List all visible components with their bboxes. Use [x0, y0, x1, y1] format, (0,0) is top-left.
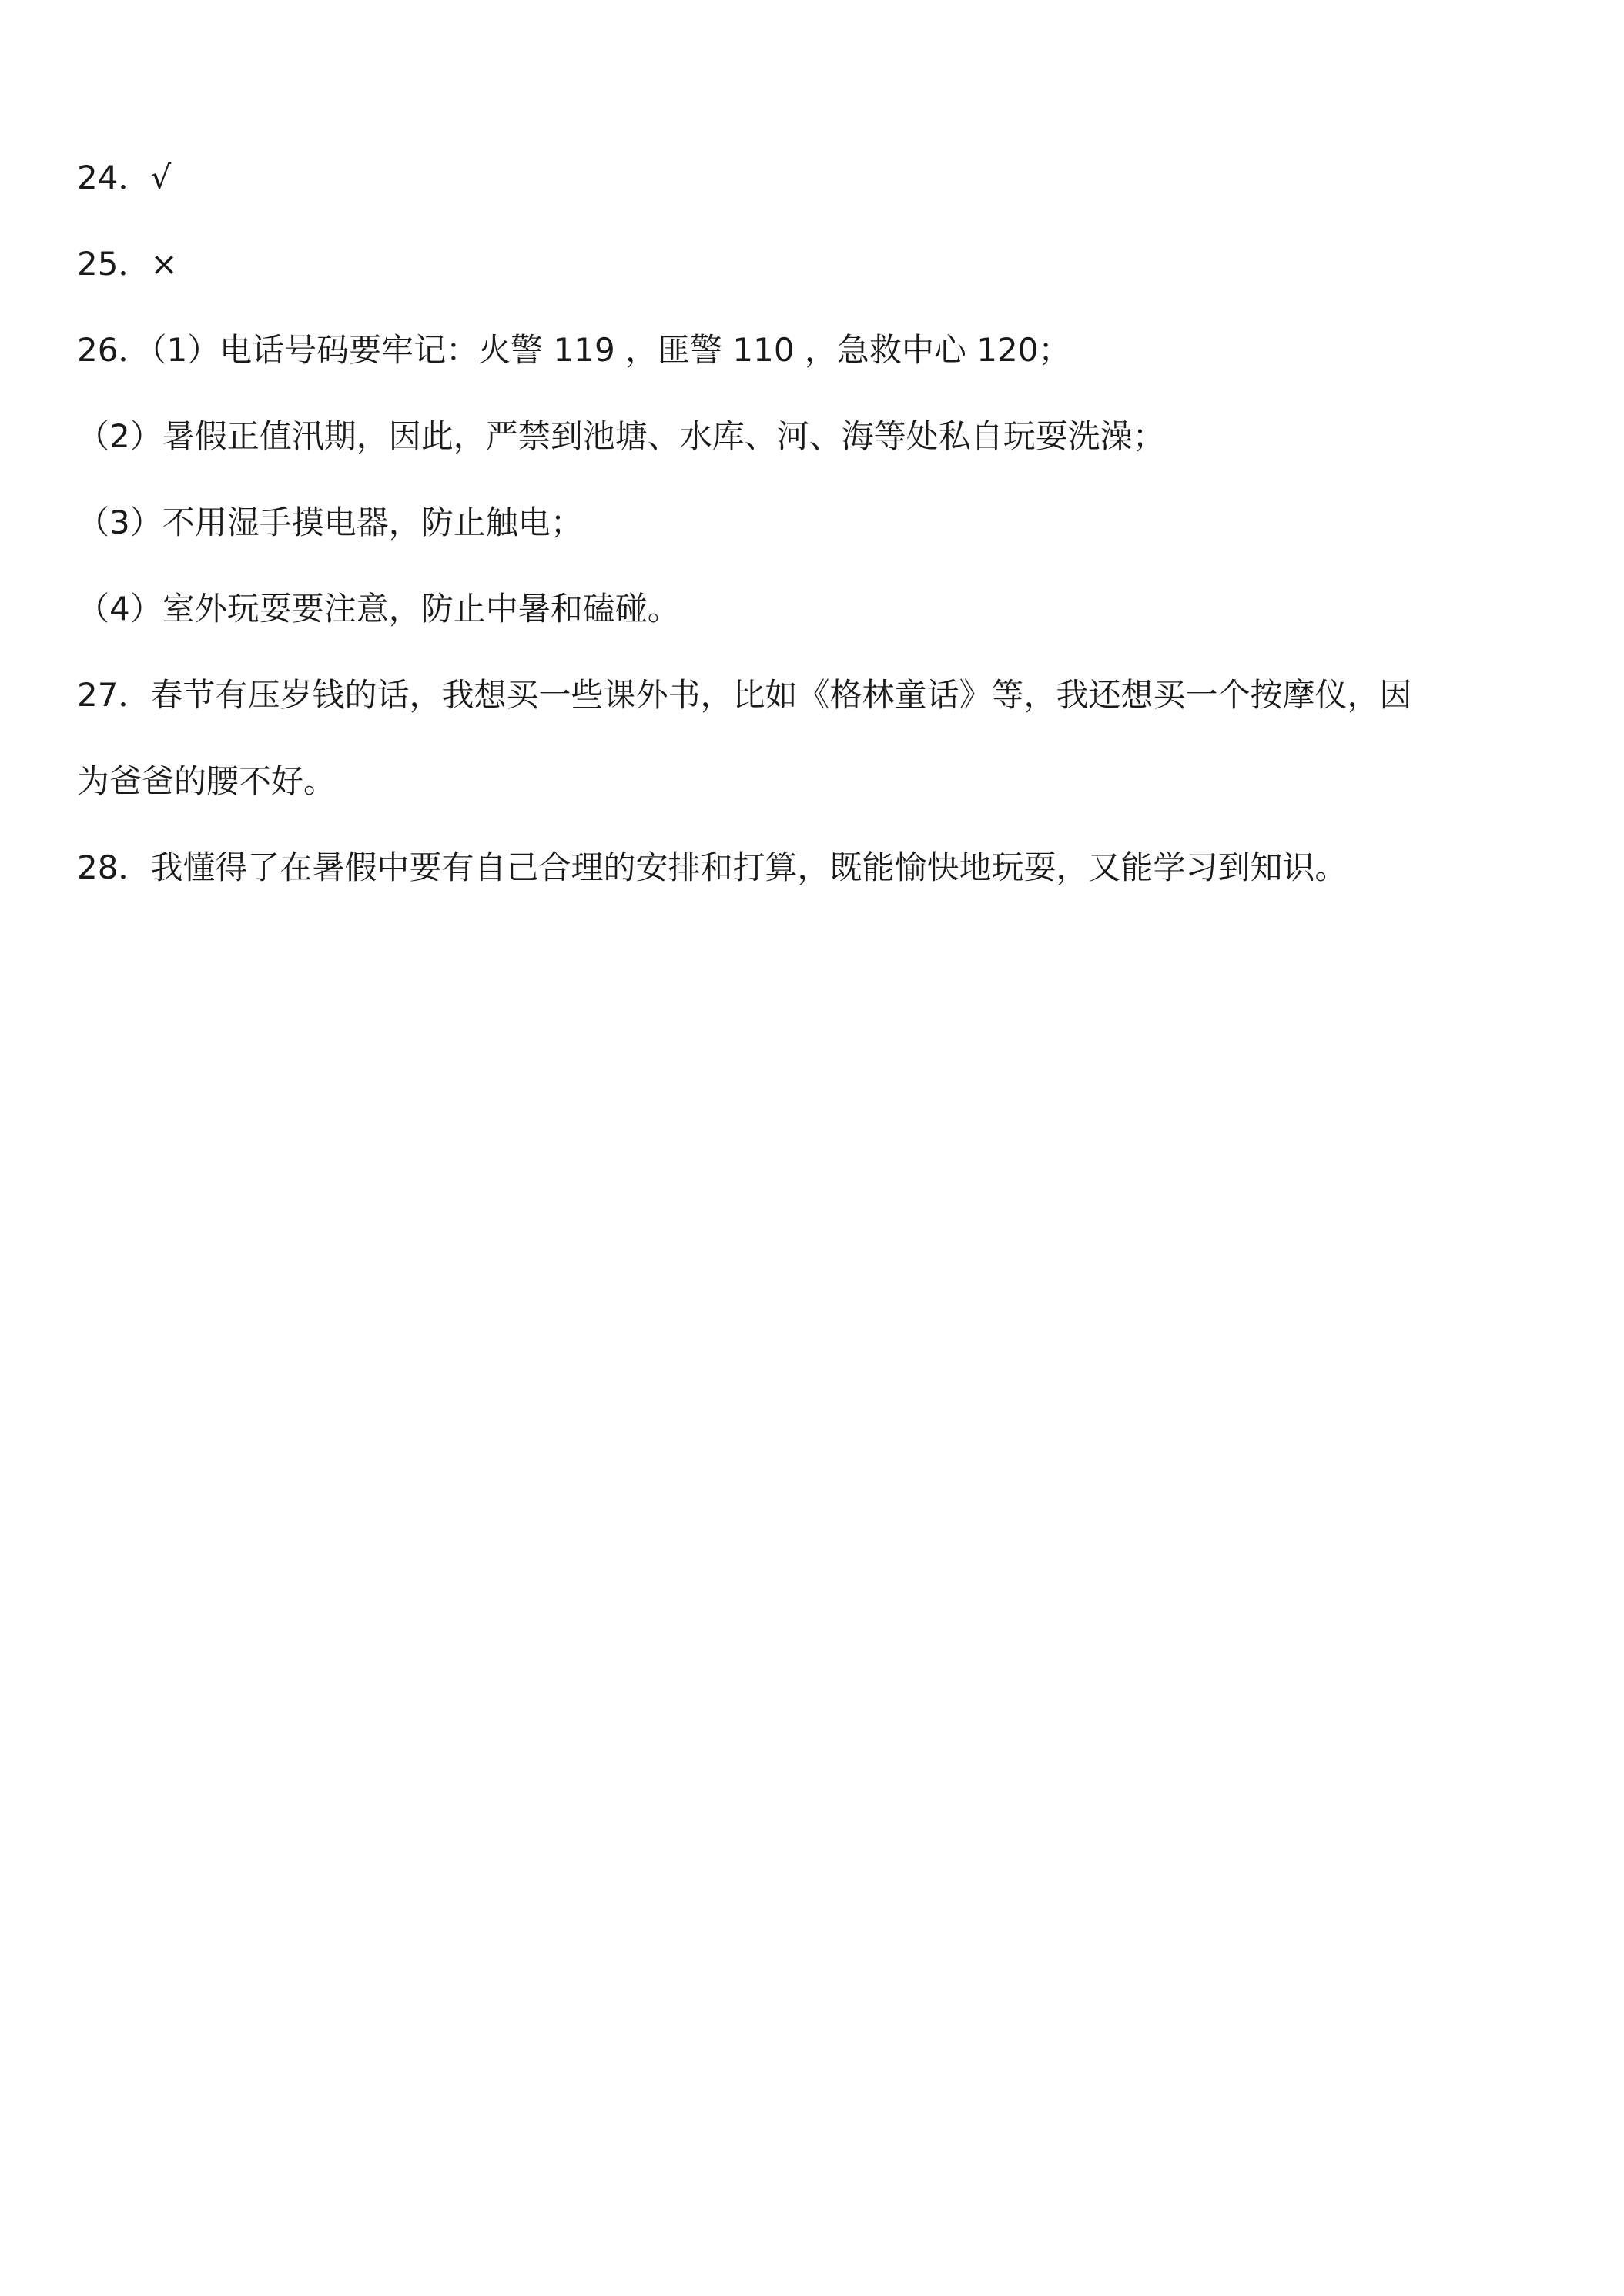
answer-26-part-2: （2）暑假正值汛期，因此，严禁到池塘、水库、河、海等处私自玩耍洗澡； [77, 417, 1165, 455]
answer-25: 25．× [77, 245, 178, 283]
answer-24: 24．√ [77, 159, 172, 196]
answer-26-part-3: （3）不用湿手摸电器，防止触电； [77, 504, 583, 541]
answer-27-line-2: 为爸爸的腰不好。 [77, 762, 337, 800]
answer-27-line-1: 27．春节有压岁钱的话，我想买一些课外书，比如《格林童话》等，我还想买一个按摩仪，因 [77, 676, 1412, 714]
answer-26-part-1: 26．（1）电话号码要牢记：火警 119 ，匪警 110 ，急救中心 120； [77, 331, 1071, 369]
answer-26-part-4: （4）室外玩耍要注意，防止中暑和磕碰。 [77, 590, 680, 628]
answer-list [77, 135, 1555, 911]
answer-28: 28．我懂得了在暑假中要有自己合理的安排和打算，既能愉快地玩耍，又能学习到知识。 [77, 848, 1348, 886]
